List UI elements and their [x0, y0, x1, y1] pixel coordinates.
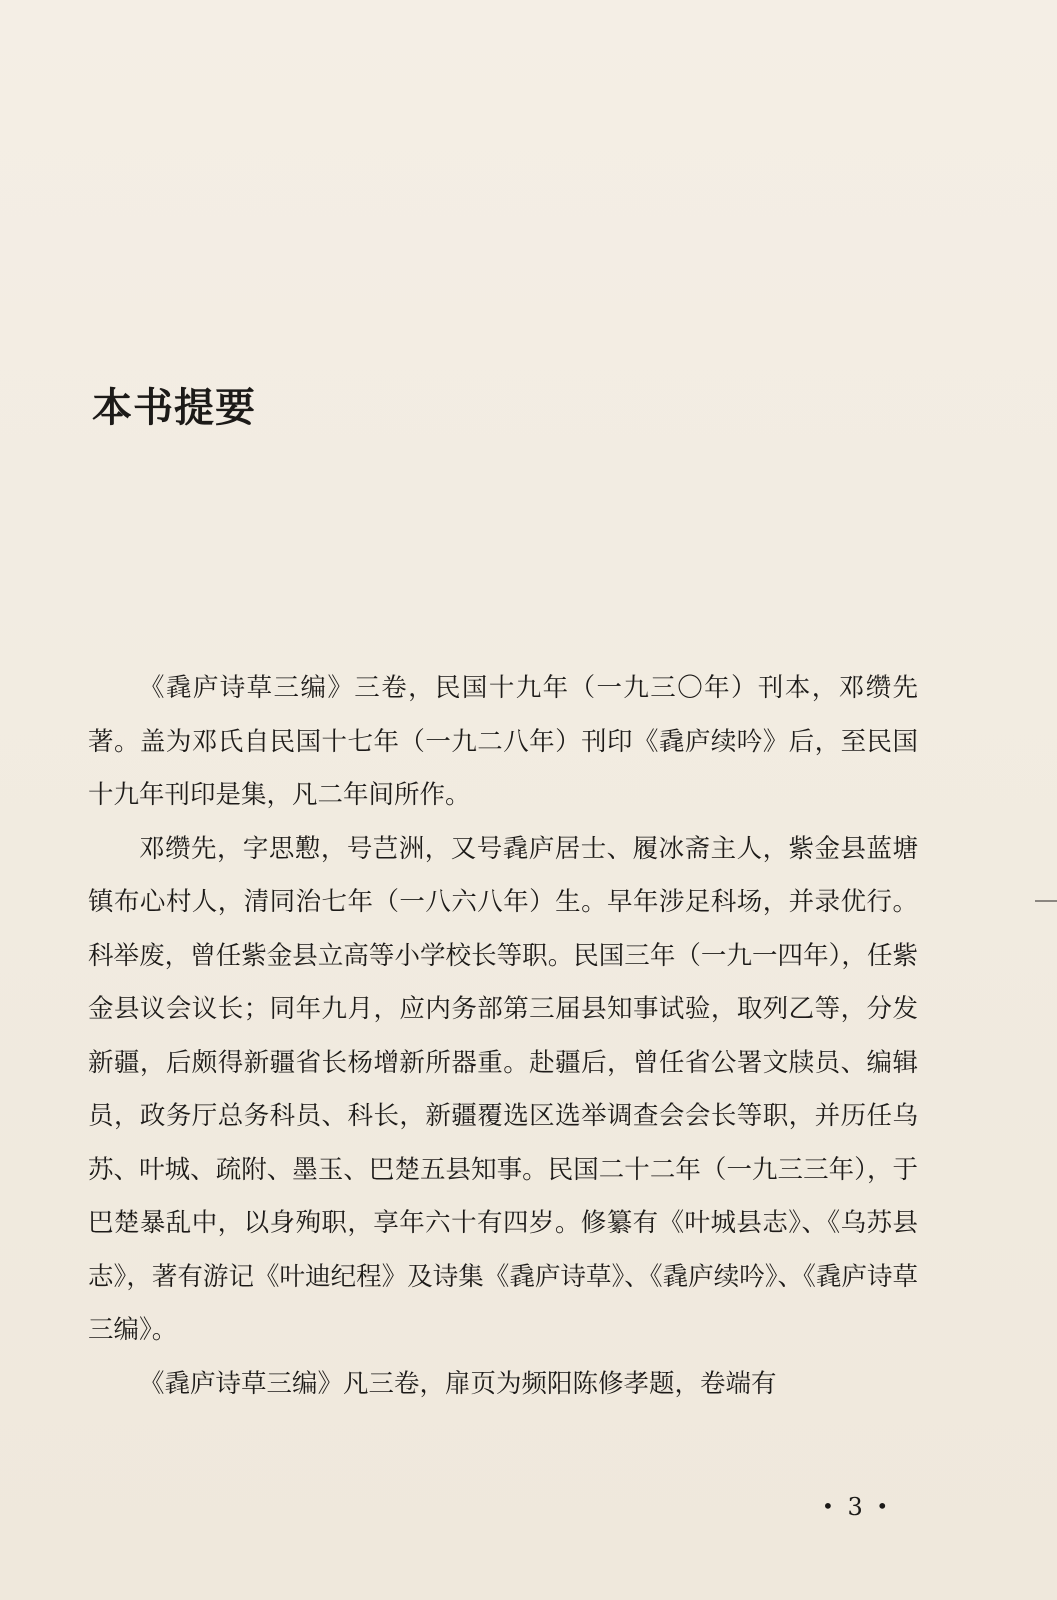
folio-left-dot: •: [822, 1494, 837, 1518]
scan-edge-mark: [1035, 900, 1057, 902]
page-number-value: 3: [847, 1493, 866, 1521]
summary-paragraph-2: 邓缵先，字思懃，号芑洲，又号毳庐居士、履冰斋主人，紫金县蓝塘镇布心村人，清同治七年（一八六八年）生。早年涉足科场，并录优行。科举废，曾任紫金县立高等小学校长等职。民国三年（一九一四年），任紫金县议会议长；同年九月，应内务部第三届县知事试验，取列乙等，分发新疆，后颇得新疆省长杨增新所器重。赴疆后，曾任省公署文牍员、编辑员，政务厅总务科员、科长，新疆覆选区选举调查会会长等职，并历任乌苏、叶城、疏附、墨玉、巴楚五县知事。民国二十二年（一九三三年），于巴楚暴乱中，以身殉职，享年六十有四岁。修纂有《叶城县志》、《乌苏县志》，著有游记《叶迪纪程》及诗集《毳庐诗草》、《毳庐续吟》、《毳庐诗草三编》。: [88, 833, 918, 1345]
page-title: 本书提要: [92, 385, 256, 431]
summary-paragraph-3: 《毳庐诗草三编》凡三卷，扉页为频阳陈修孝题，卷端有: [139, 1368, 777, 1399]
summary-paragraph-1: 《毳庐诗草三编》三卷，民国十九年（一九三〇年）刊本，邓缵先著。盖为邓氏自民国十七年（一九二八年）刊印《毳庐续吟》后，至民国十九年刊印是集，凡二年间所作。: [88, 673, 918, 810]
page-number: [822, 1493, 891, 1521]
summary-text: [88, 662, 918, 1411]
folio-right-dot: •: [876, 1494, 892, 1518]
